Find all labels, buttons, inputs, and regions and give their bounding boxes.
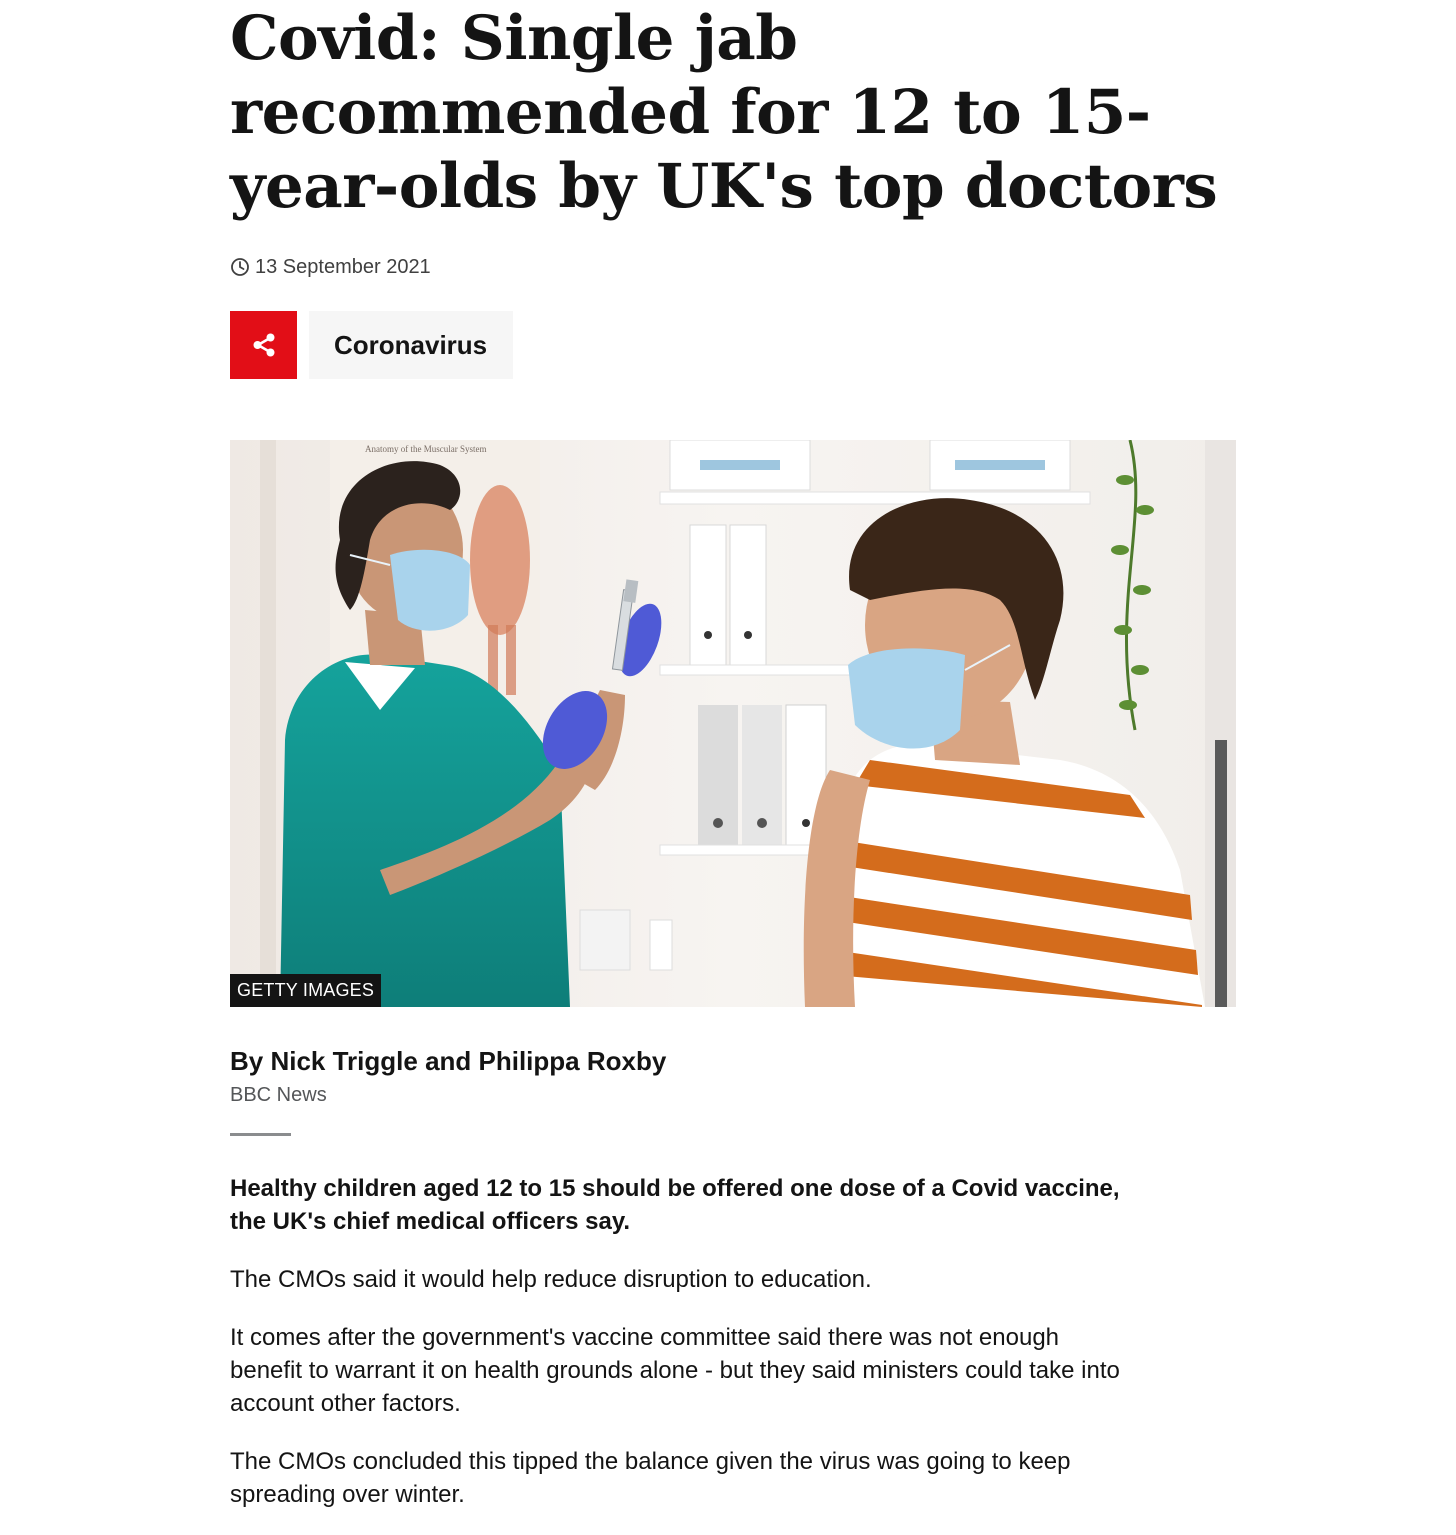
topic-link-coronavirus[interactable]: Coronavirus xyxy=(309,311,513,379)
share-icon xyxy=(251,332,277,358)
vaccination-photo xyxy=(230,440,1236,1007)
dateline xyxy=(230,254,1236,280)
article-toolbar xyxy=(230,311,1236,379)
article xyxy=(230,0,1236,1535)
clock-icon xyxy=(230,257,250,277)
byline xyxy=(230,1045,1236,1107)
byline-organisation: BBC News xyxy=(230,1084,327,1106)
article-paragraph: The CMOs concluded this tipped the balance given the virus was going to keep spreading over winter. xyxy=(230,1448,1071,1508)
article-intro: Healthy children aged 12 to 15 should be offered one dose of a Covid vaccine, the UK's chief medical officers say. xyxy=(230,1175,1120,1235)
lead-image xyxy=(230,440,1236,1007)
byline-divider xyxy=(230,1133,291,1136)
publish-date: 13 September 2021 xyxy=(255,255,431,278)
poster-text: Anatomy of the Muscular System xyxy=(365,444,487,454)
article-paragraph: It comes after the government's vaccine committee said there was not enough benefit to warrant it on health grounds alone - but they said ministers could take into account other factors. xyxy=(230,1324,1120,1417)
byline-authors: By Nick Triggle and Philippa Roxby xyxy=(230,1046,667,1076)
article-paragraph: The CMOs said it would help reduce disruption to education. xyxy=(230,1266,872,1293)
share-button[interactable] xyxy=(230,311,297,379)
image-credit: GETTY IMAGES xyxy=(230,974,381,1007)
headline: Covid: Single jab recommended for 12 to 15-year-olds by UK's top doctors xyxy=(230,3,1218,222)
